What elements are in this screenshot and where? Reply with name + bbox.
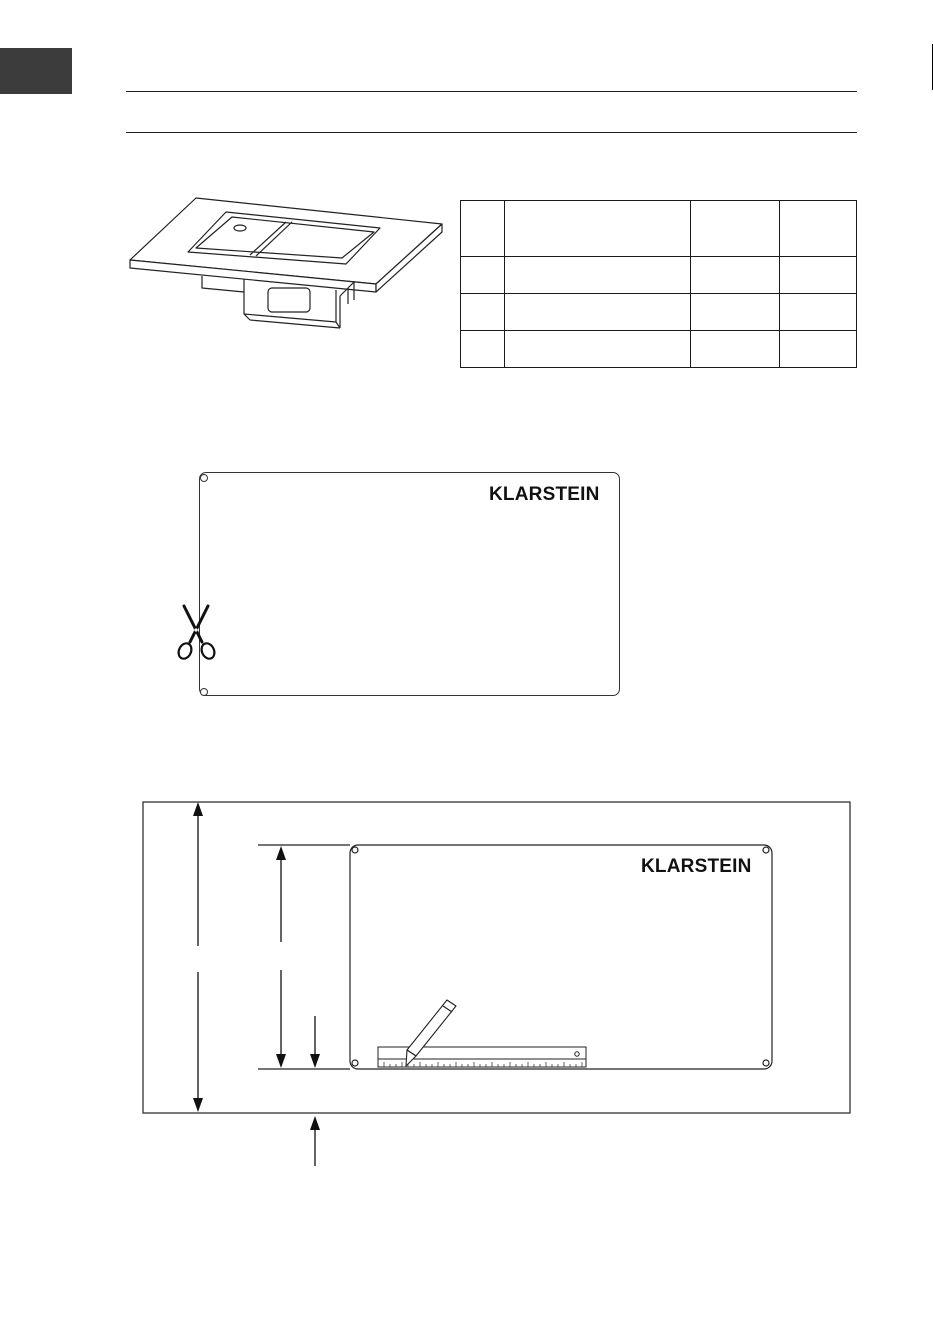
template-hole [200, 474, 208, 482]
template-hole [200, 688, 208, 696]
table-cell [461, 331, 505, 368]
table-cell [505, 331, 691, 368]
spec-table [460, 200, 857, 368]
table-cell [461, 257, 505, 294]
table-cell [780, 201, 857, 257]
table-row [461, 331, 857, 368]
table-cell [780, 257, 857, 294]
table-header-row [461, 201, 857, 257]
table-cell [505, 294, 691, 331]
table-cell [691, 257, 780, 294]
table-cell [780, 331, 857, 368]
scissors-icon [168, 604, 224, 662]
table-cell [505, 201, 691, 257]
language-tab [0, 48, 72, 94]
table-row [461, 257, 857, 294]
header-rule-top [126, 91, 857, 92]
table-row [461, 294, 857, 331]
brand-logo: KLARSTEIN [489, 484, 600, 505]
header-rule-bottom [126, 132, 857, 133]
table-cell [691, 331, 780, 368]
table-cell [505, 257, 691, 294]
table-cell [461, 201, 505, 257]
table-cell [780, 294, 857, 331]
sink-illustration [126, 192, 446, 334]
table-cell [461, 294, 505, 331]
table-cell [691, 294, 780, 331]
brand-logo: KLARSTEIN [641, 856, 752, 877]
table-cell [691, 201, 780, 257]
